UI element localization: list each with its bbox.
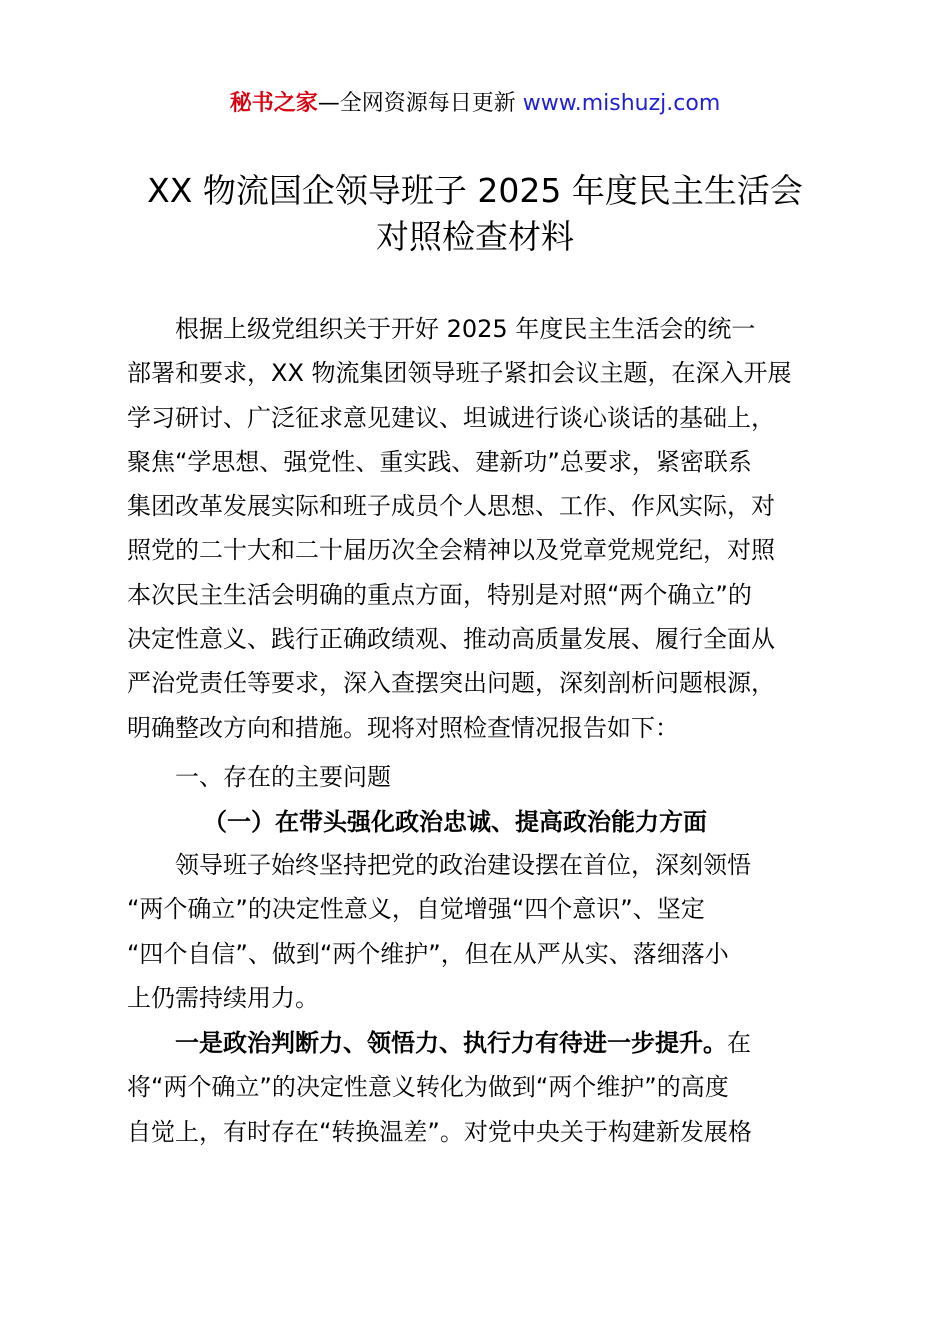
title-line-1: XX 物流国企领导班子 2025 年度民主生活会 [147,171,803,210]
paragraph-line: 决定性意义、践行正确政绩观、推动高质量发展、履行全面从 [127,625,775,654]
paragraph-line: 自觉上，有时存在“转换温差”。对党中央关于构建新发展格 [127,1117,752,1146]
paragraph-line: 领导班子始终坚持把党的政治建设摆在首位，深刻领悟 [175,851,751,879]
paragraph-line: 集团改革发展实际和班子成员个人思想、工作、作风实际，对 [127,492,775,521]
point-lead: 一是政治判断力、领悟力、执行力有待进一步提升。 [175,1029,727,1057]
paragraph-line: 根据上级党组织关于开好 2025 年度民主生活会的统一 [175,315,756,343]
paragraph-line [127,1021,837,1065]
paragraph-line: 聚焦“学思想、强党性、重实践、建新功”总要求，紧密联系 [127,447,752,476]
paragraph-line: 部署和要求，XX 物流集团领导班子紧扣会议主题，在深入开展 [127,359,792,388]
site-url-link[interactable]: www.mishuzj.com [522,91,721,116]
subsection-heading: （一）在带头强化政治忠诚、提高政治能力方面 [203,808,707,836]
paragraph-line: 明确整改方向和措施。现将对照检查情况报告如下： [127,713,679,742]
paragraph-line: 学习研讨、广泛征求意见建议、坦诚进行谈心谈话的基础上， [127,403,775,432]
paragraph-line: “两个确立”的决定性意义，自觉增强“四个意识”、坚定 [127,895,705,924]
paragraph-line: 将“两个确立”的决定性意义转化为做到“两个维护”的高度 [127,1073,729,1102]
paragraph-line: 照党的二十大和二十届历次全会精神以及党章党规党纪，对照 [127,536,775,565]
site-brand: 秘书之家 [229,91,318,116]
body-paragraph [127,1021,837,1154]
body-paragraph [127,843,837,1020]
paragraph-line: 本次民主生活会明确的重点方面，特别是对照“两个确立”的 [127,580,752,609]
site-header [0,88,950,120]
title-line-2: 对照检查材料 [376,217,574,256]
intro-paragraph [127,307,837,750]
paragraph-line: “四个自信”、做到“两个维护”，但在从严从实、落细落小 [127,939,729,968]
section-heading: 一、存在的主要问题 [175,763,391,791]
paragraph-line: 上仍需持续用力。 [127,983,319,1012]
document-title [110,168,840,260]
point-text: 在 [727,1029,751,1057]
paragraph-line: 严治党责任等要求，深入查摆突出问题，深刻剖析问题根源， [127,669,775,698]
site-slogan: —全网资源每日更新 [317,91,523,116]
